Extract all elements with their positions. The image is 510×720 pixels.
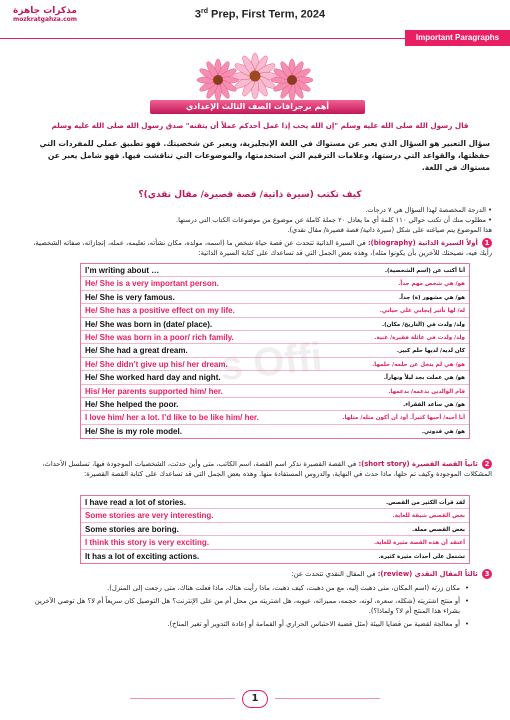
english-phrase: I love him/ her a lot. I’d like to be like him/ her. xyxy=(85,413,259,423)
english-phrase: I have read a lot of stories. xyxy=(85,498,186,507)
arabic-translation: لقد قرأت الكثير من القصص. xyxy=(386,500,465,506)
english-phrase: He/ She helped the poor. xyxy=(85,399,179,409)
table-row xyxy=(81,277,469,290)
flower-left-icon xyxy=(197,59,239,101)
english-phrase: I think this story is very exciting. xyxy=(85,538,210,548)
table-row xyxy=(81,496,469,509)
table-row xyxy=(81,536,469,549)
table-row xyxy=(81,291,469,304)
requirement-item: هذا الموضوع يتم صياغته على شكل (سيرة ذاتية/ قصة قصيرة/ مقال نقدي). xyxy=(287,226,492,234)
section-number-badge: 2 xyxy=(482,459,492,469)
logo-arabic-text: مذكرات جاهزة xyxy=(13,6,77,16)
section-heading: أولاً السيرة الذاتية (biography): xyxy=(367,239,478,247)
flower-right-icon xyxy=(271,59,313,101)
header-section-tab: Important Paragraphs xyxy=(405,30,510,46)
english-phrase: He/ She is my role model. xyxy=(85,426,182,436)
section-number-badge: 3 xyxy=(482,569,492,579)
arabic-translation: تشتمل على أحداث مثيرة كثيرة. xyxy=(378,553,465,560)
table-row xyxy=(81,509,469,522)
header-title-grade: 3 xyxy=(194,8,201,21)
section-heading: ثانياً القصة القصيرة (short story): xyxy=(358,460,478,468)
section-description: في السيرة الذاتية تتحدث عن قصة حياة شخص ما (اسمه، مولده، مكان نشأته، تعليمه، عمله، إنجازاته، صفاته الشخصية، رأيك فيه، نصيحتك للآخرين بأن يكونوا مثله)، وهذه بعض الجمل التي قد تساعدك على كتابة السيرة الذاتية: xyxy=(33,239,492,257)
requirement-item: • الدرجة المخصصة لهذا السؤال هي ٧ درجات. xyxy=(365,206,492,214)
intro-paragraph: سؤال التعبير هو السؤال الذي يعبر عن مستواك في اللغة الإنجليزية، ويعبر عن شخصيتك. فهو تطبيق عملي للمفردات التي حفظتها، والقواعد التي درستها، وعلامات الترقيم التي استخدمتها، والموضوعات التي تناقشت فيها. فهو شامل يعبر عن مستواك في اللغة. xyxy=(39,139,490,172)
flower-center-icon xyxy=(232,53,278,99)
english-phrase: His/ Her parents supported him/ her. xyxy=(85,386,223,396)
table-row xyxy=(81,523,469,536)
header-title-ordinal: rd xyxy=(200,8,208,15)
arabic-translation: أنا أحبه/ أحبها كثيراً. أود أن أكون مثله/ مثلها. xyxy=(342,415,465,422)
requirement-item: • مطلوب منك أن تكتب حوالي ١١٠ كلمة أي ما يعادل ٢٠ جملة كاملة عن موضوع من موضوعات الكتاب التي درستها. xyxy=(175,216,492,224)
review-topics-list xyxy=(30,583,470,631)
arabic-translation: ولد/ ولدت في (التاريخ/ مكان). xyxy=(381,321,465,328)
short-story-section-intro xyxy=(30,459,492,479)
arabic-translation: هو/ هي ساعد الفقراء. xyxy=(403,401,465,408)
english-phrase: He/ She worked hard day and night. xyxy=(85,373,221,383)
requirements-list xyxy=(30,205,492,235)
review-section-intro xyxy=(30,569,492,579)
english-phrase: Some stories are boring. xyxy=(85,524,179,534)
table-row xyxy=(81,550,469,563)
section-number-badge: 1 xyxy=(482,238,492,248)
english-phrase: Some stories are very interesting. xyxy=(85,511,214,521)
page-number: 1 xyxy=(242,690,268,708)
logo-url-text: mozkratgahza.com xyxy=(12,16,78,23)
arabic-translation: ولد/ ولدت في عائلة فقيرة/ غنية. xyxy=(374,334,465,341)
footer-divider-left xyxy=(130,698,235,699)
table-row xyxy=(81,385,469,398)
hadith-quote: قال رسول الله صلى الله عليه وسلم "إن الله يحب إذا عمل أحدكم عملاً أن يتقنه" صدق رسول الله صلى الله عليه وسلم xyxy=(51,121,469,130)
footer-divider-right xyxy=(275,698,380,699)
english-phrase: He/ She had a great dream. xyxy=(85,346,188,356)
table-row xyxy=(81,318,469,331)
arabic-translation: هو/ هي قدوتي. xyxy=(421,428,465,435)
english-phrase: It has a lot of exciting actions. xyxy=(85,551,200,561)
arabic-translation: بعض القصص شيقة للغاية. xyxy=(392,513,465,520)
table-row xyxy=(81,411,469,424)
table-row xyxy=(81,425,469,438)
english-phrase: I’m writing about … xyxy=(85,266,160,275)
table-row xyxy=(81,304,469,317)
page-header-title xyxy=(160,8,360,21)
header-title-term: Prep, First Term, 2024 xyxy=(207,8,326,21)
english-phrase: He/ She has a positive effect on my life. xyxy=(85,306,235,316)
biography-section-intro xyxy=(30,238,492,258)
list-item: • أو معالجة لقضية من قضايا البيئة (مثل قضية الاحتباس الحراري أو القمامة أو إعادة التدوير أو تغير المناخ). xyxy=(30,619,460,630)
english-phrase: He/ She was born in a poor/ rich family. xyxy=(85,332,234,342)
english-phrase: He/ She is very famous. xyxy=(85,292,175,302)
arabic-translation: له/ لها تأثير إيجابي على حياتي. xyxy=(379,308,465,315)
arabic-translation: هو/ هي لم يتخل عن حلمه/ حلمها. xyxy=(372,361,465,368)
arabic-translation: كان لديه/ لديها حلم كبير. xyxy=(396,348,465,355)
story-phrases-table xyxy=(80,495,470,564)
section-description: في القصة القصيرة نذكر اسم القصة، اسم الكاتب، متى وأين حدثت، الشخصيات الموجودة فيها، تسلسل الأحداث، المشكلات الموجودة وكيف تم حلها، ماذا حدث في النهاية، والدروس المستفادة منها. وهذه بعض الجمل التي قد تساعدك على كتابة القصة القصيرة: xyxy=(42,460,492,478)
arabic-translation: هو/ هي عملت بجد ليلاً ونهاراً. xyxy=(383,375,465,382)
english-phrase: He/ She was born in (date/ place). xyxy=(85,319,213,329)
table-row xyxy=(81,398,469,411)
section-title-bar: أهم برجرافات الصف الثالث الإعدادي xyxy=(150,100,365,114)
list-item: • مكان زرته (اسم المكان، متى ذهبت إليه، مع من ذهبت، كيف ذهبت، ماذا رأيت هناك، ماذا فعلت هناك، متى رجعت إلى المنزل). xyxy=(30,583,460,594)
site-logo[interactable] xyxy=(10,6,80,23)
arabic-translation: أعتقد أن هذه القصة مثيرة للغاية. xyxy=(373,540,465,547)
section-description: في المقال النقدي تتحدث عن: xyxy=(291,570,376,578)
question-title: كيف تكتب (سيرة ذاتية/ قصة قصيرة/ مقال نقدي)؟ xyxy=(138,190,362,200)
english-phrase: He/ She didn’t give up his/ her dream. xyxy=(85,359,228,369)
arabic-translation: قام الوالدين بدعمه/ بدعمها. xyxy=(388,388,465,395)
header-divider xyxy=(0,38,405,39)
arabic-translation: هو/ هي شخص مهم جداً. xyxy=(398,281,465,288)
section-heading: ثالثاً المقال النقدي (review): xyxy=(377,570,478,578)
list-item: • أو منتج اشتريته (شكله، سعره، لونه، حجمه، مميزاته، عيوبه، هل اشتريته من محل أم من على الإنترنت؟ هل التوصيل كان سريعاً أم لا؟ هل توصي الآخرين بشراء هذا المنتج أم لا؟ ولماذا؟). xyxy=(30,596,460,617)
watermark-text: s Offi xyxy=(217,334,325,390)
arabic-translation: هو/ هي مشهور (ة) جداً. xyxy=(398,294,465,301)
arabic-translation: أنا أكتب عن (اسم الشخصية). xyxy=(384,268,465,274)
table-row xyxy=(81,264,469,277)
arabic-translation: بعض القصص مملة. xyxy=(412,526,465,533)
english-phrase: He/ She is a very important person. xyxy=(85,279,219,289)
